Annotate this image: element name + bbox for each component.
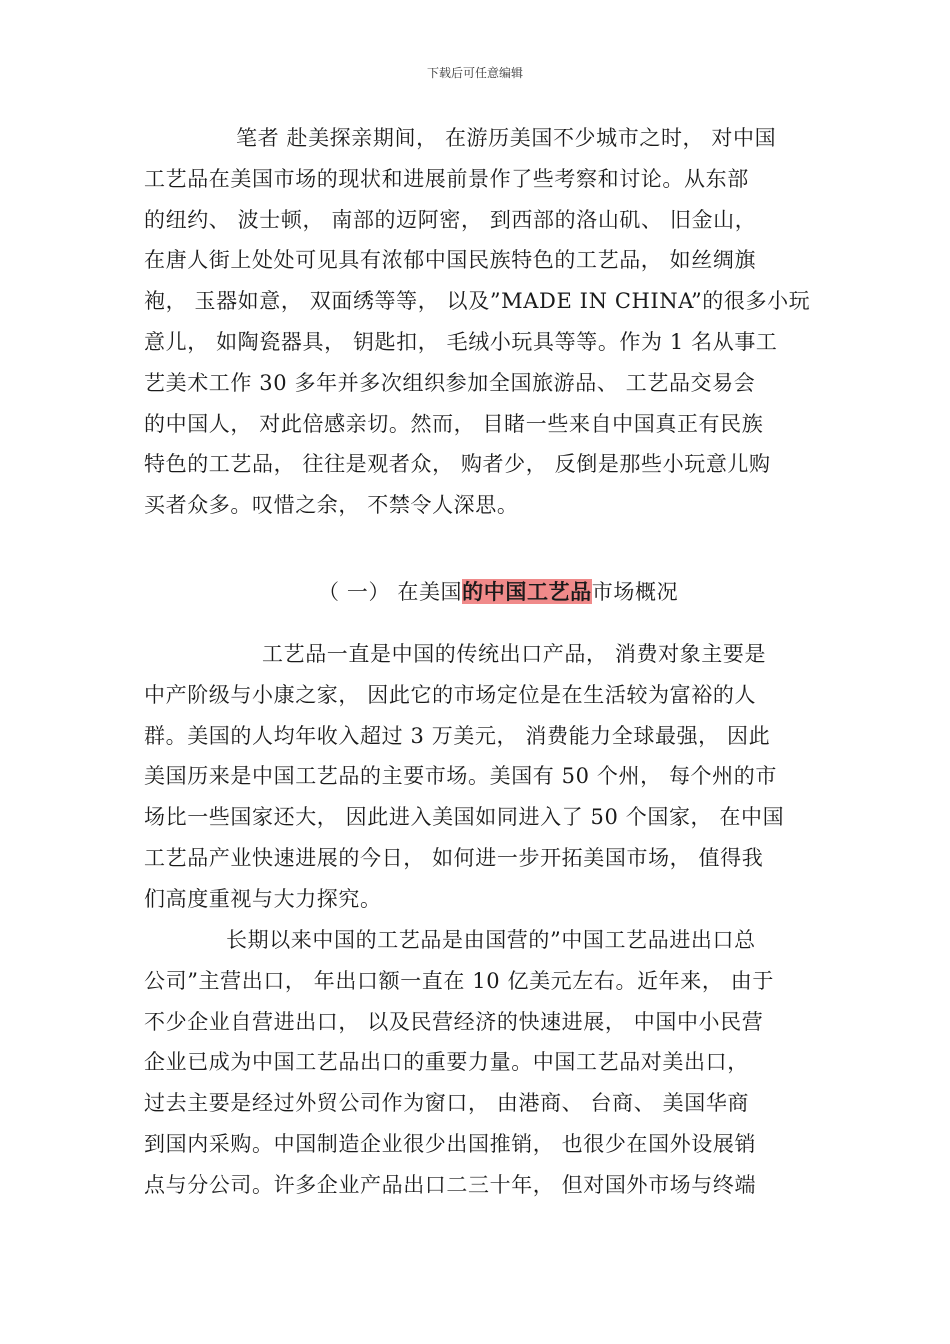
- paragraph-line: 工艺品在美国市场的现状和进展前景作了些考察和讨论。从东部: [144, 166, 749, 191]
- paragraph-line: 的纽约、 波士顿， 南部的迈阿密， 到西部的洛山矶、 旧金山，: [144, 207, 757, 232]
- page-header-note: 下载后可任意编辑: [426, 66, 523, 80]
- paragraph-line: 企业已成为中国工艺品出口的重要力量。中国工艺品对美出口，: [144, 1050, 749, 1075]
- paragraph-line: 公司”主营出口， 年出口额一直在 10 亿美元左右。近年来， 由于: [144, 968, 774, 993]
- body-paragraph-intro: [144, 118, 824, 526]
- paragraph-line: 点与分公司。许多企业产品出口二三十年， 但对国外市场与终端: [144, 1172, 757, 1197]
- paragraph-line: 到国内采购。中国制造企业很少出国推销， 也很少在国外设展销: [144, 1131, 757, 1156]
- paragraph-line: 不少企业自营进出口， 以及民营经济的快速进展， 中国中小民营: [144, 1009, 764, 1034]
- section-heading-highlight: 的中国工艺品: [462, 579, 592, 604]
- paragraph-line: 意儿， 如陶瓷器具， 钥匙扣， 毛绒小玩具等等。作为 1 名从事工: [144, 329, 778, 354]
- paragraph-line: 特色的工艺品， 往往是观者众， 购者少， 反倒是那些小玩意儿购: [144, 452, 771, 477]
- body-paragraph-export: [144, 920, 824, 1206]
- paragraph-line: 买者众多。叹惜之余， 不禁令人深思。: [144, 493, 519, 518]
- paragraph-line: 艺美术工作 30 多年并多次组织参加全国旅游品、 工艺品交易会: [144, 370, 756, 395]
- section-heading: [318, 572, 678, 612]
- paragraph-line: 的中国人， 对此倍感亲切。然而， 目睹一些来自中国真正有民族: [144, 411, 764, 436]
- paragraph-line: 工艺品产业快速进展的今日， 如何进一步开拓美国市场， 值得我: [144, 845, 764, 870]
- paragraph-line: 袍， 玉器如意， 双面绣等等， 以及”MADE IN CHINA”的很多小玩: [144, 289, 811, 314]
- paragraph-line: 笔者 赴美探亲期间， 在游历美国不少城市之时， 对中国: [236, 126, 777, 150]
- paragraph-line: 群。美国的人均年收入超过 3 万美元， 消费能力全球最强， 因此: [144, 723, 771, 748]
- paragraph-line: 们高度重视与大力探究。: [144, 886, 382, 911]
- paragraph-line: 工艺品一直是中国的传统出口产品， 消费对象主要是: [262, 642, 767, 666]
- section-heading-suffix: 市场概况: [591, 580, 679, 604]
- paragraph-line: 场比一些国家还大， 因此进入美国如同进入了 50 个国家， 在中国: [144, 805, 785, 830]
- paragraph-line: 美国历来是中国工艺品的主要市场。美国有 50 个州， 每个州的市: [144, 764, 777, 789]
- body-paragraph-market: [144, 634, 824, 920]
- paragraph-line: 中产阶级与小康之家， 因此它的市场定位是在生活较为富裕的人: [144, 682, 757, 707]
- paragraph-line: 过去主要是经过外贸公司作为窗口， 由港商、 台商、 美国华商: [144, 1091, 750, 1116]
- paragraph-line: 长期以来中国的工艺品是由国营的”中国工艺品进出口总: [226, 928, 756, 952]
- section-heading-prefix: （ 一） 在美国: [318, 580, 463, 604]
- paragraph-line: 在唐人街上处处可见具有浓郁中国民族特色的工艺品， 如丝绸旗: [144, 248, 757, 273]
